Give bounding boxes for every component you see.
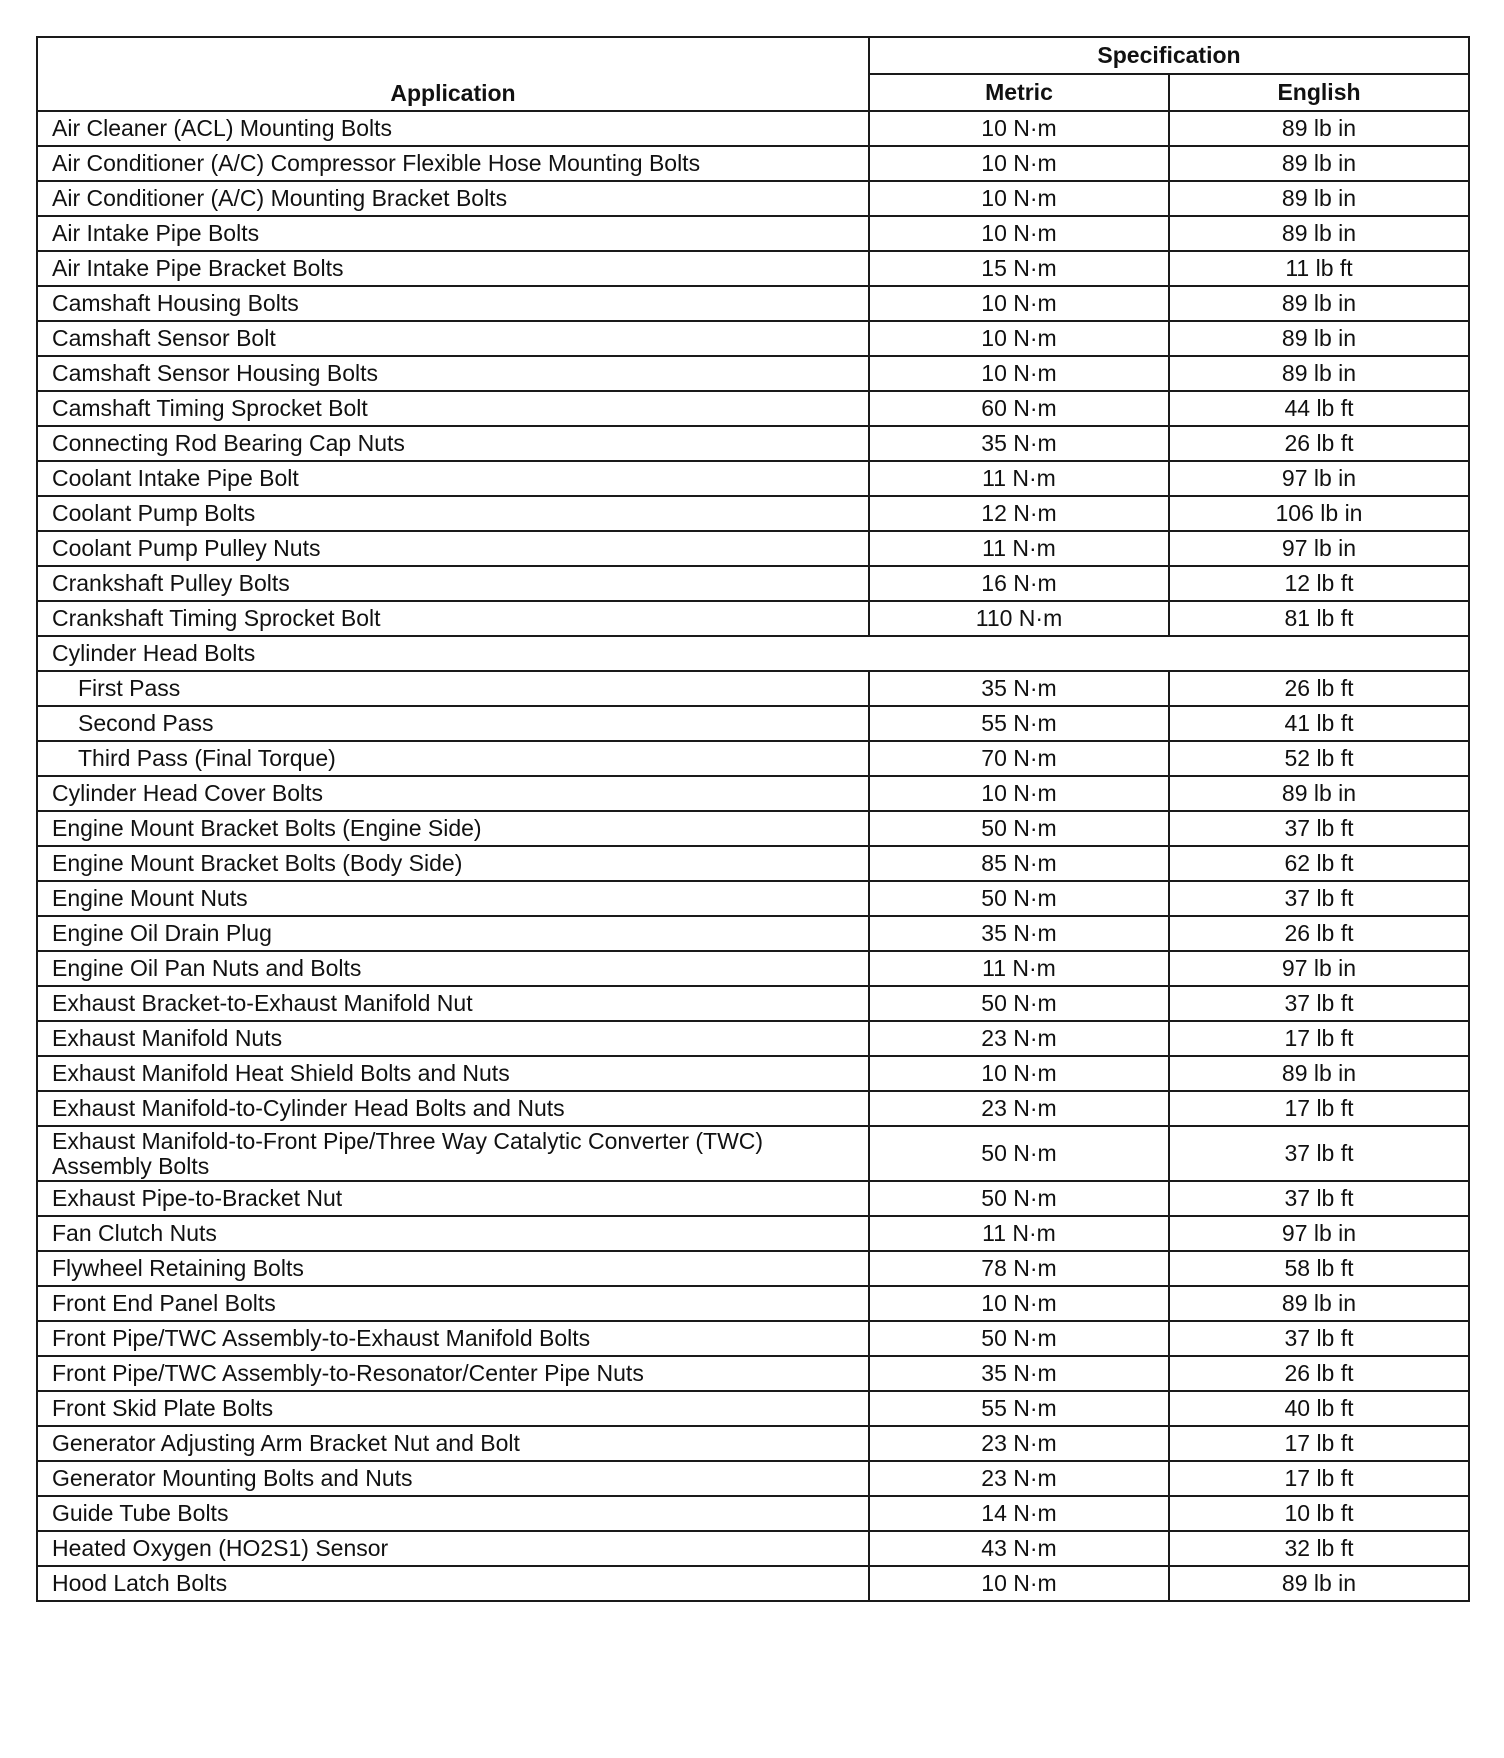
application-cell: Camshaft Sensor Bolt (37, 321, 869, 356)
application-cell: Air Conditioner (A/C) Compressor Flexible Hose Mounting Bolts (37, 146, 869, 181)
english-cell: 89 lb in (1169, 356, 1469, 391)
metric-cell: 10 N·m (869, 111, 1169, 146)
table-row (37, 1356, 1469, 1391)
table-group-row (37, 636, 1469, 671)
application-cell: Crankshaft Timing Sprocket Bolt (37, 601, 869, 636)
metric-cell: 11 N·m (869, 531, 1169, 566)
table-row (37, 111, 1469, 146)
table-row (37, 951, 1469, 986)
table-row (37, 146, 1469, 181)
english-cell: 89 lb in (1169, 776, 1469, 811)
application-cell: Flywheel Retaining Bolts (37, 1251, 869, 1286)
metric-cell: 10 N·m (869, 1286, 1169, 1321)
english-cell: 37 lb ft (1169, 1181, 1469, 1216)
application-cell: Exhaust Manifold Heat Shield Bolts and Nuts (37, 1056, 869, 1091)
table-row (37, 846, 1469, 881)
table-row (37, 916, 1469, 951)
english-cell: 17 lb ft (1169, 1461, 1469, 1496)
metric-cell: 10 N·m (869, 146, 1169, 181)
english-cell: 58 lb ft (1169, 1251, 1469, 1286)
english-cell: 17 lb ft (1169, 1426, 1469, 1461)
metric-cell: 50 N·m (869, 986, 1169, 1021)
english-cell: 37 lb ft (1169, 811, 1469, 846)
application-cell: Engine Oil Drain Plug (37, 916, 869, 951)
english-cell: 17 lb ft (1169, 1091, 1469, 1126)
table-row (37, 1181, 1469, 1216)
application-cell: Fan Clutch Nuts (37, 1216, 869, 1251)
metric-cell: 23 N·m (869, 1426, 1169, 1461)
english-cell: 11 lb ft (1169, 251, 1469, 286)
application-cell: Cylinder Head Cover Bolts (37, 776, 869, 811)
metric-cell: 11 N·m (869, 1216, 1169, 1251)
english-cell: 12 lb ft (1169, 566, 1469, 601)
table-row (37, 1021, 1469, 1056)
metric-cell: 50 N·m (869, 1181, 1169, 1216)
metric-header: Metric (869, 74, 1169, 111)
application-cell: Air Cleaner (ACL) Mounting Bolts (37, 111, 869, 146)
metric-cell: 10 N·m (869, 356, 1169, 391)
table-row (37, 671, 1469, 706)
table-row (37, 811, 1469, 846)
metric-cell: 23 N·m (869, 1461, 1169, 1496)
application-cell: Front Pipe/TWC Assembly-to-Exhaust Manifold Bolts (37, 1321, 869, 1356)
application-cell: Front Skid Plate Bolts (37, 1391, 869, 1426)
english-cell: 37 lb ft (1169, 986, 1469, 1021)
english-cell: 37 lb ft (1169, 1126, 1469, 1181)
metric-cell: 78 N·m (869, 1251, 1169, 1286)
metric-cell: 50 N·m (869, 811, 1169, 846)
application-cell: Hood Latch Bolts (37, 1566, 869, 1601)
metric-cell: 35 N·m (869, 426, 1169, 461)
application-cell: Camshaft Timing Sprocket Bolt (37, 391, 869, 426)
english-cell: 89 lb in (1169, 1056, 1469, 1091)
table-body (37, 111, 1469, 1601)
application-cell: Front End Panel Bolts (37, 1286, 869, 1321)
table-header (37, 37, 1469, 111)
application-cell: Camshaft Sensor Housing Bolts (37, 356, 869, 391)
metric-cell: 23 N·m (869, 1091, 1169, 1126)
english-cell: 26 lb ft (1169, 426, 1469, 461)
table-row (37, 286, 1469, 321)
application-cell: Exhaust Bracket-to-Exhaust Manifold Nut (37, 986, 869, 1021)
metric-cell: 10 N·m (869, 1566, 1169, 1601)
table-row (37, 321, 1469, 356)
table-row (37, 881, 1469, 916)
metric-cell: 35 N·m (869, 671, 1169, 706)
metric-cell: 43 N·m (869, 1531, 1169, 1566)
metric-cell: 10 N·m (869, 776, 1169, 811)
table-row (37, 1426, 1469, 1461)
table-row (37, 461, 1469, 496)
metric-cell: 16 N·m (869, 566, 1169, 601)
application-cell: Exhaust Manifold-to-Front Pipe/Three Way Catalytic Converter (TWC) Assembly Bolts (37, 1126, 869, 1181)
english-cell: 26 lb ft (1169, 1356, 1469, 1391)
application-cell: Exhaust Manifold-to-Cylinder Head Bolts and Nuts (37, 1091, 869, 1126)
metric-cell: 55 N·m (869, 1391, 1169, 1426)
table-row (37, 1056, 1469, 1091)
application-cell: Air Conditioner (A/C) Mounting Bracket Bolts (37, 181, 869, 216)
english-cell: 89 lb in (1169, 216, 1469, 251)
application-cell: Front Pipe/TWC Assembly-to-Resonator/Center Pipe Nuts (37, 1356, 869, 1391)
metric-cell: 85 N·m (869, 846, 1169, 881)
application-cell: Generator Adjusting Arm Bracket Nut and Bolt (37, 1426, 869, 1461)
english-cell: 89 lb in (1169, 286, 1469, 321)
table-row (37, 1321, 1469, 1356)
metric-cell: 60 N·m (869, 391, 1169, 426)
english-cell: 41 lb ft (1169, 706, 1469, 741)
table-row (37, 1251, 1469, 1286)
metric-cell: 10 N·m (869, 181, 1169, 216)
table-row (37, 1286, 1469, 1321)
metric-cell: 15 N·m (869, 251, 1169, 286)
english-cell: 97 lb in (1169, 951, 1469, 986)
application-cell: Camshaft Housing Bolts (37, 286, 869, 321)
english-cell: 89 lb in (1169, 321, 1469, 356)
application-cell: Exhaust Manifold Nuts (37, 1021, 869, 1056)
metric-cell: 55 N·m (869, 706, 1169, 741)
english-cell: 26 lb ft (1169, 916, 1469, 951)
application-cell: Coolant Intake Pipe Bolt (37, 461, 869, 496)
english-cell: 97 lb in (1169, 531, 1469, 566)
metric-cell: 70 N·m (869, 741, 1169, 776)
table-row (37, 1391, 1469, 1426)
metric-cell: 23 N·m (869, 1021, 1169, 1056)
metric-cell: 11 N·m (869, 951, 1169, 986)
english-cell: 106 lb in (1169, 496, 1469, 531)
english-cell: 26 lb ft (1169, 671, 1469, 706)
table-row (37, 601, 1469, 636)
metric-cell: 12 N·m (869, 496, 1169, 531)
table-row (37, 1216, 1469, 1251)
english-cell: 89 lb in (1169, 181, 1469, 216)
application-cell: Crankshaft Pulley Bolts (37, 566, 869, 601)
application-cell: Exhaust Pipe-to-Bracket Nut (37, 1181, 869, 1216)
english-cell: 32 lb ft (1169, 1531, 1469, 1566)
metric-cell: 11 N·m (869, 461, 1169, 496)
specification-header: Specification (869, 37, 1469, 74)
table-row (37, 391, 1469, 426)
table-row (37, 1126, 1469, 1181)
metric-cell: 14 N·m (869, 1496, 1169, 1531)
english-cell: 40 lb ft (1169, 1391, 1469, 1426)
table-row (37, 986, 1469, 1021)
table-row (37, 1091, 1469, 1126)
application-cell: Air Intake Pipe Bracket Bolts (37, 251, 869, 286)
application-cell: Third Pass (Final Torque) (37, 741, 869, 776)
application-cell: Heated Oxygen (HO2S1) Sensor (37, 1531, 869, 1566)
application-cell: Engine Oil Pan Nuts and Bolts (37, 951, 869, 986)
metric-cell: 10 N·m (869, 1056, 1169, 1091)
table-row (37, 1461, 1469, 1496)
english-cell: 10 lb ft (1169, 1496, 1469, 1531)
metric-cell: 10 N·m (869, 321, 1169, 356)
metric-cell: 50 N·m (869, 1126, 1169, 1181)
table-row (37, 741, 1469, 776)
metric-cell: 110 N·m (869, 601, 1169, 636)
application-cell: Guide Tube Bolts (37, 1496, 869, 1531)
english-header: English (1169, 74, 1469, 111)
english-cell: 37 lb ft (1169, 1321, 1469, 1356)
metric-cell: 10 N·m (869, 216, 1169, 251)
metric-cell: 35 N·m (869, 916, 1169, 951)
table-row (37, 496, 1469, 531)
metric-cell: 35 N·m (869, 1356, 1169, 1391)
english-cell: 89 lb in (1169, 111, 1469, 146)
application-cell: First Pass (37, 671, 869, 706)
application-cell: Engine Mount Bracket Bolts (Engine Side) (37, 811, 869, 846)
table-row (37, 251, 1469, 286)
metric-cell: 50 N·m (869, 881, 1169, 916)
table-row (37, 356, 1469, 391)
header-row-top (37, 37, 1469, 74)
english-cell: 44 lb ft (1169, 391, 1469, 426)
table-row (37, 1496, 1469, 1531)
english-cell: 97 lb in (1169, 461, 1469, 496)
torque-spec-table (36, 36, 1470, 1602)
english-cell: 89 lb in (1169, 1286, 1469, 1321)
application-cell: Connecting Rod Bearing Cap Nuts (37, 426, 869, 461)
application-cell: Generator Mounting Bolts and Nuts (37, 1461, 869, 1496)
table-row (37, 1566, 1469, 1601)
application-cell: Second Pass (37, 706, 869, 741)
english-cell: 37 lb ft (1169, 881, 1469, 916)
english-cell: 62 lb ft (1169, 846, 1469, 881)
table-row (37, 181, 1469, 216)
table-row (37, 426, 1469, 461)
english-cell: 89 lb in (1169, 1566, 1469, 1601)
english-cell: 97 lb in (1169, 1216, 1469, 1251)
application-cell: Engine Mount Nuts (37, 881, 869, 916)
english-cell: 89 lb in (1169, 146, 1469, 181)
table-row (37, 776, 1469, 811)
application-cell: Air Intake Pipe Bolts (37, 216, 869, 251)
application-cell: Engine Mount Bracket Bolts (Body Side) (37, 846, 869, 881)
application-cell: Coolant Pump Bolts (37, 496, 869, 531)
table-row (37, 531, 1469, 566)
table-row (37, 566, 1469, 601)
english-cell: 17 lb ft (1169, 1021, 1469, 1056)
table-row (37, 1531, 1469, 1566)
english-cell: 52 lb ft (1169, 741, 1469, 776)
application-header: Application (37, 37, 869, 111)
table-row (37, 706, 1469, 741)
table-row (37, 216, 1469, 251)
application-cell: Coolant Pump Pulley Nuts (37, 531, 869, 566)
metric-cell: 10 N·m (869, 286, 1169, 321)
metric-cell: 50 N·m (869, 1321, 1169, 1356)
group-label-cell: Cylinder Head Bolts (37, 636, 1469, 671)
english-cell: 81 lb ft (1169, 601, 1469, 636)
